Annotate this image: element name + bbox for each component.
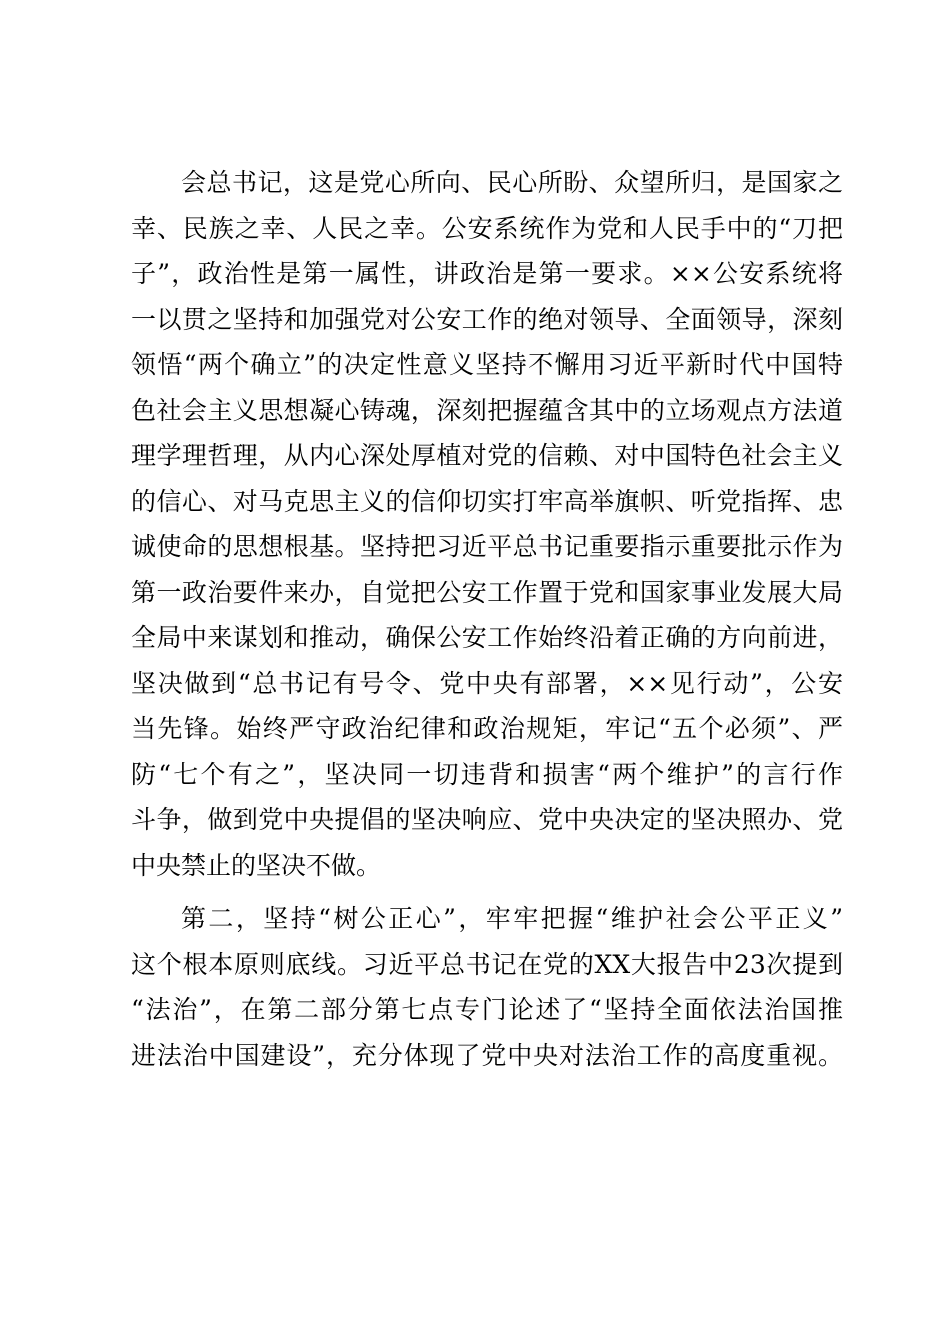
text-line: 第二，坚持“树公正心”，牢牢把握“维护社会公平正义” — [181, 904, 843, 933]
text-line: 的信心、对马克思主义的信仰切实打牢高举旗帜、听党指挥、忠 — [131, 486, 843, 516]
text-line: 防“七个有之”，坚决同一切违背和损害“两个维护”的言行作 — [131, 759, 843, 789]
text-line: 子”，政治性是第一属性，讲政治是第一要求。××公安系统将 — [131, 259, 843, 288]
text-line: 幸、民族之幸、人民之幸。公安系统作为党和人民手中的“刀把 — [131, 213, 843, 243]
text-line: 斗争，做到党中央提倡的坚决响应、党中央决定的坚决照办、党 — [131, 805, 843, 834]
text-line: 中央禁止的坚决不做。 — [131, 850, 382, 880]
text-line: 理学理哲理，从内心深处厚植对党的信赖、对中国特色社会主义 — [131, 441, 843, 470]
text-line: 坚决做到“总书记有号令、党中央有部署，××见行动”，公安 — [131, 668, 843, 698]
document-body — [131, 160, 843, 1078]
text-line: 全局中来谋划和推动，确保公安工作始终沿着正确的方向前进， — [131, 623, 843, 652]
text-line: 色社会主义思想凝心铸魂，深刻把握蕴含其中的立场观点方法道 — [131, 395, 843, 425]
text-line: 诚使命的思想根基。坚持把习近平总书记重要指示重要批示作为 — [131, 532, 843, 561]
text-line: 一以贯之坚持和加强党对公安工作的绝对领导、全面领导，深刻 — [131, 304, 843, 334]
paragraph-2 — [131, 896, 843, 1078]
text-line: 领悟“两个确立”的决定性意义坚持不懈用习近平新时代中国特 — [131, 350, 843, 379]
text-line: 会总书记，这是党心所向、民心所盼、众望所归，是国家之 — [181, 168, 843, 197]
text-line: 这个根本原则底线。习近平总书记在党的XX大报告中23次提到 — [131, 949, 843, 979]
paragraph-1 — [131, 160, 843, 888]
text-line: “法治”，在第二部分第七点专门论述了“坚持全面依法治国推 — [131, 995, 843, 1024]
text-line: 进法治中国建设”，充分体现了党中央对法治工作的高度重视。 — [131, 1040, 843, 1070]
text-line: 当先锋。始终严守政治纪律和政治规矩，牢记“五个必须”、严 — [131, 714, 843, 743]
text-line: 第一政治要件来办，自觉把公安工作置于党和国家事业发展大局 — [131, 577, 843, 607]
